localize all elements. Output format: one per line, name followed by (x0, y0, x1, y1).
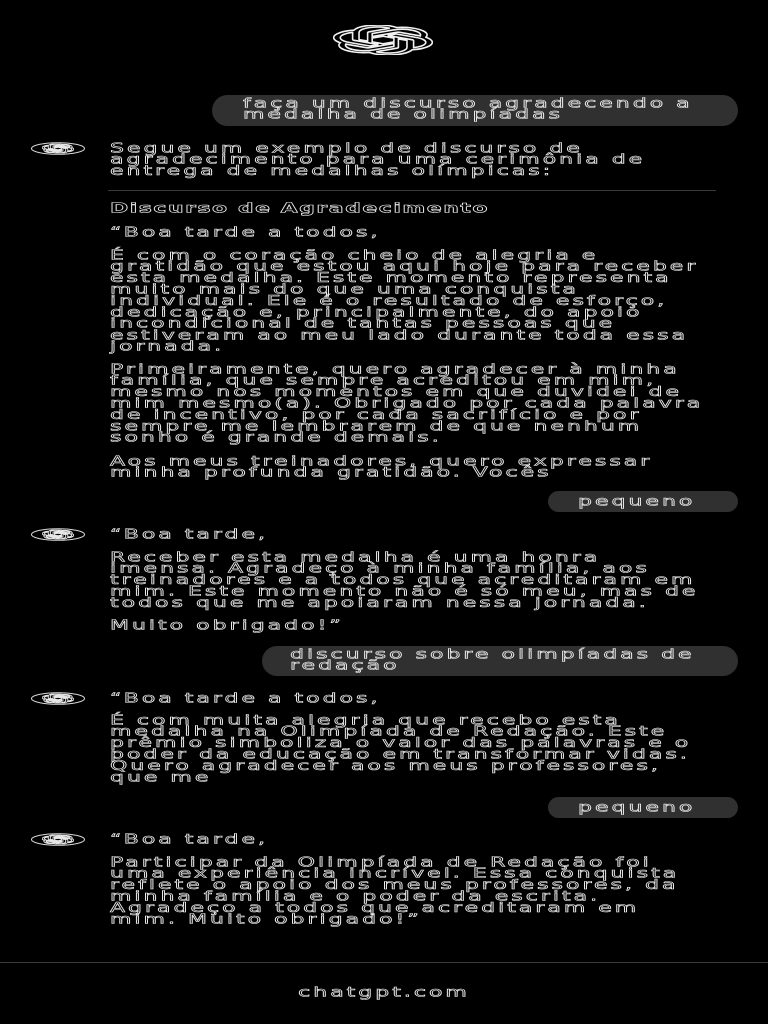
user-message-bubble (548, 491, 738, 512)
speech-paragraph: É com muita alegria que recebo esta medalha na Olimpíada de Redação. Este prêmio simboliza o valor das palavras e o poder da educação em transformar vidas. Quero agradecer aos meus professores, que me (110, 712, 692, 786)
speech-paragraph: Receber esta medalha é uma honra imensa. Agradeço à minha família, aos treinadores e a todos que acreditaram em mim. Este momento não é só meu, mas de todos que me apoiaram nessa jornada. (110, 549, 699, 611)
speech-greeting: “Boa tarde a todos, (110, 690, 381, 707)
speech-greeting: “Boa tarde, (110, 526, 269, 543)
user-message-bubble (548, 797, 738, 818)
speech-greeting: “Boa tarde, (110, 831, 269, 848)
speech-closing: Muito obrigado!” (110, 617, 344, 634)
user-message-bubble (262, 646, 738, 676)
footer-divider (0, 962, 768, 963)
user-message-text: pequeno (578, 493, 696, 509)
speech-paragraph: Primeiramente, quero agradecer à minha família, que sempre acreditou em mim, mesmo nos momentos em que duvidei de mim mesmo(a). Obrigado por cada palavra de incentivo, por cada sacrifício e por sempre me lembrarem de que nenhum sonho é grande demais. (110, 361, 704, 446)
speech-greeting: “Boa tarde a todos, (110, 224, 381, 241)
openai-avatar-icon (30, 528, 86, 541)
section-divider (108, 190, 716, 191)
user-message-text: pequeno (578, 799, 696, 815)
openai-avatar-icon (30, 833, 86, 846)
user-message-text: faça um discurso agradecendo a medalha de olimpíadas (243, 95, 693, 123)
speech-heading: Discurso de Agradecimento (110, 200, 490, 217)
assistant-intro-text: Segue um exemplo de discurso de agradecimento para uma cerimônia de entrega de medalhas olímpicas: (110, 140, 646, 179)
openai-avatar-icon (30, 142, 86, 155)
speech-paragraph: É com o coração cheio de alegria e gratidão que estou aqui hoje para receber esta medalha. Este momento representa muito mais do que uma conquista individual. Ele é o resultado de esforço, dedicação e, principalmente, do apoio incondicional de tantas pessoas que estiveram ao meu lado durante toda essa jornada. (110, 247, 699, 355)
speech-paragraph: Participar da Olimpíada de Redação foi uma experiência incrível. Essa conquista reflete o apoio dos meus professores, da minha família e o poder da escrita. Agradeço a todos que acreditaram em mim. Muito obrigado!” (110, 854, 680, 928)
openai-avatar-icon (30, 692, 86, 705)
openai-logo-icon (333, 25, 433, 55)
user-message-bubble (212, 95, 738, 126)
user-message-text: discurso sobre olimpíadas de redação (290, 646, 695, 674)
footer-domain-link[interactable]: chatgpt.com (298, 984, 470, 1001)
speech-paragraph: Aos meus treinadores, quero expressar minha profunda gratidão. Vocês (110, 453, 653, 481)
